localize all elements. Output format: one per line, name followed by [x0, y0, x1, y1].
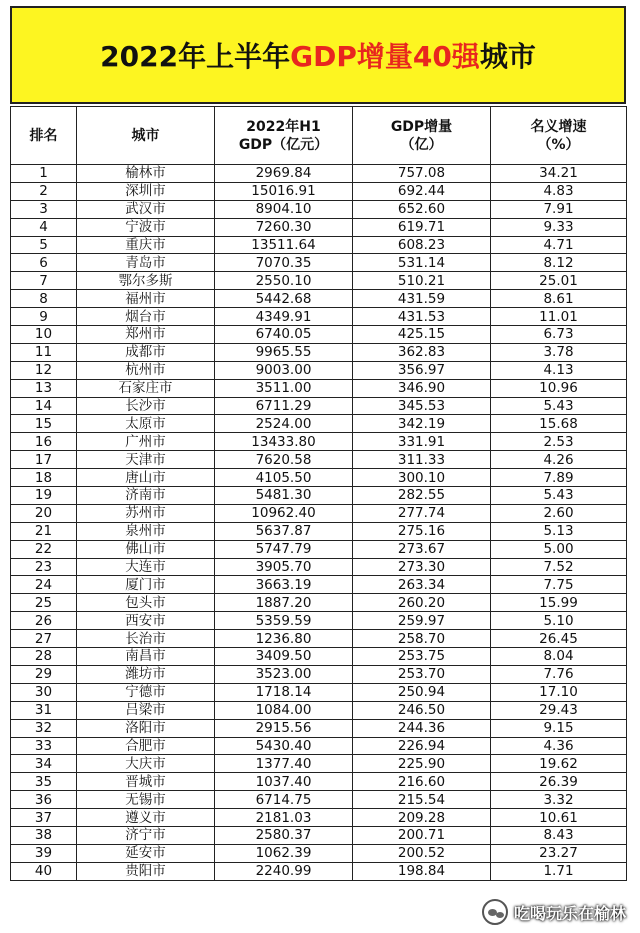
rank-cell: 1	[11, 165, 77, 183]
title-prefix: 2022年上半年	[100, 40, 291, 73]
gdp-cell: 2550.10	[215, 272, 353, 290]
gdp-cell: 7620.58	[215, 451, 353, 469]
growth-rate-cell: 7.52	[491, 558, 627, 576]
gdp-increase-cell: 263.34	[353, 576, 491, 594]
rank-cell: 8	[11, 290, 77, 308]
gdp-cell: 1887.20	[215, 594, 353, 612]
gdp-increase-cell: 425.15	[353, 326, 491, 344]
gdp-cell: 1037.40	[215, 773, 353, 791]
growth-rate-cell: 4.83	[491, 182, 627, 200]
city-cell: 宁波市	[77, 218, 215, 236]
rank-cell: 33	[11, 737, 77, 755]
header-gdp-increase: GDP增量 （亿）	[353, 107, 491, 165]
city-cell: 延安市	[77, 844, 215, 862]
rank-cell: 12	[11, 361, 77, 379]
city-cell: 大连市	[77, 558, 215, 576]
gdp-increase-cell: 225.90	[353, 755, 491, 773]
table-row	[11, 200, 627, 218]
gdp-increase-cell: 692.44	[353, 182, 491, 200]
table-row	[11, 594, 627, 612]
growth-rate-cell: 9.33	[491, 218, 627, 236]
growth-rate-cell: 5.43	[491, 397, 627, 415]
table-row	[11, 415, 627, 433]
rank-cell: 38	[11, 826, 77, 844]
gdp-increase-cell: 431.59	[353, 290, 491, 308]
growth-rate-cell: 15.68	[491, 415, 627, 433]
table-row	[11, 630, 627, 648]
growth-rate-cell: 3.78	[491, 343, 627, 361]
gdp-cell: 13511.64	[215, 236, 353, 254]
city-cell: 贵阳市	[77, 862, 215, 880]
rank-cell: 28	[11, 648, 77, 666]
table-row	[11, 397, 627, 415]
table-row	[11, 290, 627, 308]
table-row	[11, 773, 627, 791]
growth-rate-cell: 5.00	[491, 540, 627, 558]
rank-cell: 25	[11, 594, 77, 612]
rank-cell: 35	[11, 773, 77, 791]
gdp-increase-cell: 346.90	[353, 379, 491, 397]
gdp-cell: 2240.99	[215, 862, 353, 880]
growth-rate-cell: 4.13	[491, 361, 627, 379]
gdp-increase-cell: 226.94	[353, 737, 491, 755]
header-city: 城市	[77, 107, 215, 165]
gdp-increase-cell: 209.28	[353, 809, 491, 827]
rank-cell: 21	[11, 522, 77, 540]
rank-cell: 37	[11, 809, 77, 827]
gdp-increase-cell: 253.70	[353, 665, 491, 683]
growth-rate-cell: 29.43	[491, 701, 627, 719]
gdp-cell: 5430.40	[215, 737, 353, 755]
city-cell: 长治市	[77, 630, 215, 648]
rank-cell: 15	[11, 415, 77, 433]
gdp-cell: 3905.70	[215, 558, 353, 576]
table-row	[11, 451, 627, 469]
growth-rate-cell: 26.39	[491, 773, 627, 791]
city-cell: 天津市	[77, 451, 215, 469]
city-cell: 宁德市	[77, 683, 215, 701]
title-highlight: GDP增量40强	[290, 40, 480, 73]
table-row	[11, 540, 627, 558]
rank-cell: 36	[11, 791, 77, 809]
gdp-cell: 1377.40	[215, 755, 353, 773]
growth-rate-cell: 5.10	[491, 612, 627, 630]
rank-cell: 29	[11, 665, 77, 683]
gdp-increase-cell: 356.97	[353, 361, 491, 379]
table-row	[11, 326, 627, 344]
city-cell: 吕梁市	[77, 701, 215, 719]
growth-rate-cell: 4.36	[491, 737, 627, 755]
growth-rate-cell: 1.71	[491, 862, 627, 880]
table-row	[11, 844, 627, 862]
growth-rate-cell: 6.73	[491, 326, 627, 344]
table-row	[11, 522, 627, 540]
rank-cell: 19	[11, 487, 77, 505]
table-row	[11, 701, 627, 719]
gdp-increase-cell: 345.53	[353, 397, 491, 415]
gdp-increase-cell: 619.71	[353, 218, 491, 236]
growth-rate-cell: 17.10	[491, 683, 627, 701]
rank-cell: 18	[11, 469, 77, 487]
gdp-increase-cell: 260.20	[353, 594, 491, 612]
rank-cell: 17	[11, 451, 77, 469]
gdp-increase-cell: 331.91	[353, 433, 491, 451]
table-row	[11, 361, 627, 379]
gdp-increase-cell: 652.60	[353, 200, 491, 218]
rank-cell: 14	[11, 397, 77, 415]
city-cell: 合肥市	[77, 737, 215, 755]
gdp-increase-cell: 244.36	[353, 719, 491, 737]
city-cell: 深圳市	[77, 182, 215, 200]
page-title	[10, 6, 626, 104]
growth-rate-cell: 9.15	[491, 719, 627, 737]
growth-rate-cell: 7.89	[491, 469, 627, 487]
rank-cell: 34	[11, 755, 77, 773]
city-cell: 包头市	[77, 594, 215, 612]
city-cell: 西安市	[77, 612, 215, 630]
table-header-row	[11, 107, 627, 165]
rank-cell: 5	[11, 236, 77, 254]
table-row	[11, 862, 627, 880]
table-row	[11, 558, 627, 576]
gdp-cell: 3523.00	[215, 665, 353, 683]
gdp-cell: 6740.05	[215, 326, 353, 344]
table-row	[11, 504, 627, 522]
gdp-increase-cell: 431.53	[353, 308, 491, 326]
table-row	[11, 719, 627, 737]
growth-rate-cell: 11.01	[491, 308, 627, 326]
gdp-cell: 3511.00	[215, 379, 353, 397]
city-cell: 广州市	[77, 433, 215, 451]
wechat-icon	[482, 899, 508, 925]
table-row	[11, 254, 627, 272]
growth-rate-cell: 4.26	[491, 451, 627, 469]
table-row	[11, 683, 627, 701]
gdp-increase-cell: 253.75	[353, 648, 491, 666]
table-row	[11, 272, 627, 290]
gdp-cell: 4105.50	[215, 469, 353, 487]
gdp-increase-cell: 246.50	[353, 701, 491, 719]
city-cell: 长沙市	[77, 397, 215, 415]
city-cell: 鄂尔多斯	[77, 272, 215, 290]
rank-cell: 16	[11, 433, 77, 451]
growth-rate-cell: 5.43	[491, 487, 627, 505]
gdp-cell: 1084.00	[215, 701, 353, 719]
table-row	[11, 379, 627, 397]
growth-rate-cell: 7.76	[491, 665, 627, 683]
table-row	[11, 755, 627, 773]
table-row	[11, 648, 627, 666]
gdp-cell: 2969.84	[215, 165, 353, 183]
rank-cell: 31	[11, 701, 77, 719]
table-body	[11, 165, 627, 881]
gdp-cell: 9003.00	[215, 361, 353, 379]
gdp-increase-cell: 342.19	[353, 415, 491, 433]
table-row	[11, 308, 627, 326]
watermark	[482, 897, 626, 927]
city-cell: 遵义市	[77, 809, 215, 827]
gdp-cell: 2524.00	[215, 415, 353, 433]
rank-cell: 32	[11, 719, 77, 737]
gdp-increase-cell: 531.14	[353, 254, 491, 272]
rank-cell: 4	[11, 218, 77, 236]
growth-rate-cell: 5.13	[491, 522, 627, 540]
rank-cell: 6	[11, 254, 77, 272]
table-row	[11, 469, 627, 487]
city-cell: 无锡市	[77, 791, 215, 809]
table-row	[11, 165, 627, 183]
gdp-cell: 3409.50	[215, 648, 353, 666]
growth-rate-cell: 8.43	[491, 826, 627, 844]
gdp-cell: 6714.75	[215, 791, 353, 809]
city-cell: 大庆市	[77, 755, 215, 773]
header-gdp: 2022年H1 GDP（亿元）	[215, 107, 353, 165]
table-row	[11, 791, 627, 809]
city-cell: 济宁市	[77, 826, 215, 844]
watermark-text: 吃喝玩乐在榆林	[513, 903, 626, 923]
city-cell: 南昌市	[77, 648, 215, 666]
rank-cell: 26	[11, 612, 77, 630]
header-growth-rate: 名义增速 （%）	[491, 107, 627, 165]
gdp-cell: 10962.40	[215, 504, 353, 522]
growth-rate-cell: 8.12	[491, 254, 627, 272]
gdp-cell: 8904.10	[215, 200, 353, 218]
gdp-cell: 4349.91	[215, 308, 353, 326]
gdp-increase-cell: 362.83	[353, 343, 491, 361]
header-rank: 排名	[11, 107, 77, 165]
gdp-increase-cell: 282.55	[353, 487, 491, 505]
gdp-ranking-table	[10, 106, 627, 881]
title-suffix: 城市	[479, 40, 536, 73]
gdp-cell: 7070.35	[215, 254, 353, 272]
rank-cell: 27	[11, 630, 77, 648]
table-row	[11, 612, 627, 630]
table-row	[11, 576, 627, 594]
city-cell: 佛山市	[77, 540, 215, 558]
gdp-cell: 1236.80	[215, 630, 353, 648]
rank-cell: 40	[11, 862, 77, 880]
city-cell: 洛阳市	[77, 719, 215, 737]
gdp-cell: 5481.30	[215, 487, 353, 505]
gdp-increase-cell: 250.94	[353, 683, 491, 701]
city-cell: 重庆市	[77, 236, 215, 254]
table-row	[11, 487, 627, 505]
table-row	[11, 218, 627, 236]
gdp-increase-cell: 300.10	[353, 469, 491, 487]
growth-rate-cell: 2.60	[491, 504, 627, 522]
gdp-increase-cell: 757.08	[353, 165, 491, 183]
table-row	[11, 737, 627, 755]
city-cell: 太原市	[77, 415, 215, 433]
city-cell: 郑州市	[77, 326, 215, 344]
city-cell: 潍坊市	[77, 665, 215, 683]
city-cell: 青岛市	[77, 254, 215, 272]
gdp-cell: 13433.80	[215, 433, 353, 451]
growth-rate-cell: 8.61	[491, 290, 627, 308]
rank-cell: 39	[11, 844, 77, 862]
gdp-increase-cell: 277.74	[353, 504, 491, 522]
city-cell: 石家庄市	[77, 379, 215, 397]
city-cell: 厦门市	[77, 576, 215, 594]
growth-rate-cell: 7.75	[491, 576, 627, 594]
gdp-increase-cell: 275.16	[353, 522, 491, 540]
city-cell: 武汉市	[77, 200, 215, 218]
city-cell: 济南市	[77, 487, 215, 505]
growth-rate-cell: 19.62	[491, 755, 627, 773]
table-row	[11, 665, 627, 683]
gdp-cell: 9965.55	[215, 343, 353, 361]
rank-cell: 7	[11, 272, 77, 290]
gdp-cell: 2181.03	[215, 809, 353, 827]
city-cell: 苏州市	[77, 504, 215, 522]
growth-rate-cell: 15.99	[491, 594, 627, 612]
gdp-cell: 5359.59	[215, 612, 353, 630]
gdp-cell: 5637.87	[215, 522, 353, 540]
growth-rate-cell: 23.27	[491, 844, 627, 862]
table-row	[11, 809, 627, 827]
growth-rate-cell: 8.04	[491, 648, 627, 666]
gdp-cell: 1062.39	[215, 844, 353, 862]
table-row	[11, 182, 627, 200]
gdp-increase-cell: 216.60	[353, 773, 491, 791]
rank-cell: 30	[11, 683, 77, 701]
gdp-increase-cell: 273.67	[353, 540, 491, 558]
rank-cell: 11	[11, 343, 77, 361]
rank-cell: 22	[11, 540, 77, 558]
gdp-increase-cell: 258.70	[353, 630, 491, 648]
city-cell: 杭州市	[77, 361, 215, 379]
rank-cell: 13	[11, 379, 77, 397]
gdp-increase-cell: 273.30	[353, 558, 491, 576]
rank-cell: 20	[11, 504, 77, 522]
gdp-cell: 5747.79	[215, 540, 353, 558]
gdp-cell: 3663.19	[215, 576, 353, 594]
gdp-cell: 2580.37	[215, 826, 353, 844]
rank-cell: 2	[11, 182, 77, 200]
gdp-increase-cell: 200.71	[353, 826, 491, 844]
table-row	[11, 343, 627, 361]
city-cell: 榆林市	[77, 165, 215, 183]
gdp-cell: 7260.30	[215, 218, 353, 236]
rank-cell: 3	[11, 200, 77, 218]
growth-rate-cell: 2.53	[491, 433, 627, 451]
table-row	[11, 236, 627, 254]
growth-rate-cell: 10.96	[491, 379, 627, 397]
city-cell: 泉州市	[77, 522, 215, 540]
rank-cell: 23	[11, 558, 77, 576]
rank-cell: 10	[11, 326, 77, 344]
city-cell: 晋城市	[77, 773, 215, 791]
gdp-increase-cell: 510.21	[353, 272, 491, 290]
gdp-increase-cell: 608.23	[353, 236, 491, 254]
growth-rate-cell: 4.71	[491, 236, 627, 254]
growth-rate-cell: 26.45	[491, 630, 627, 648]
gdp-cell: 6711.29	[215, 397, 353, 415]
city-cell: 烟台市	[77, 308, 215, 326]
growth-rate-cell: 10.61	[491, 809, 627, 827]
city-cell: 福州市	[77, 290, 215, 308]
rank-cell: 9	[11, 308, 77, 326]
gdp-cell: 15016.91	[215, 182, 353, 200]
growth-rate-cell: 34.21	[491, 165, 627, 183]
growth-rate-cell: 25.01	[491, 272, 627, 290]
gdp-increase-cell: 198.84	[353, 862, 491, 880]
gdp-cell: 1718.14	[215, 683, 353, 701]
gdp-increase-cell: 200.52	[353, 844, 491, 862]
gdp-cell: 2915.56	[215, 719, 353, 737]
growth-rate-cell: 7.91	[491, 200, 627, 218]
growth-rate-cell: 3.32	[491, 791, 627, 809]
city-cell: 成都市	[77, 343, 215, 361]
table-row	[11, 826, 627, 844]
gdp-increase-cell: 311.33	[353, 451, 491, 469]
rank-cell: 24	[11, 576, 77, 594]
gdp-increase-cell: 215.54	[353, 791, 491, 809]
gdp-cell: 5442.68	[215, 290, 353, 308]
city-cell: 唐山市	[77, 469, 215, 487]
gdp-increase-cell: 259.97	[353, 612, 491, 630]
table-row	[11, 433, 627, 451]
